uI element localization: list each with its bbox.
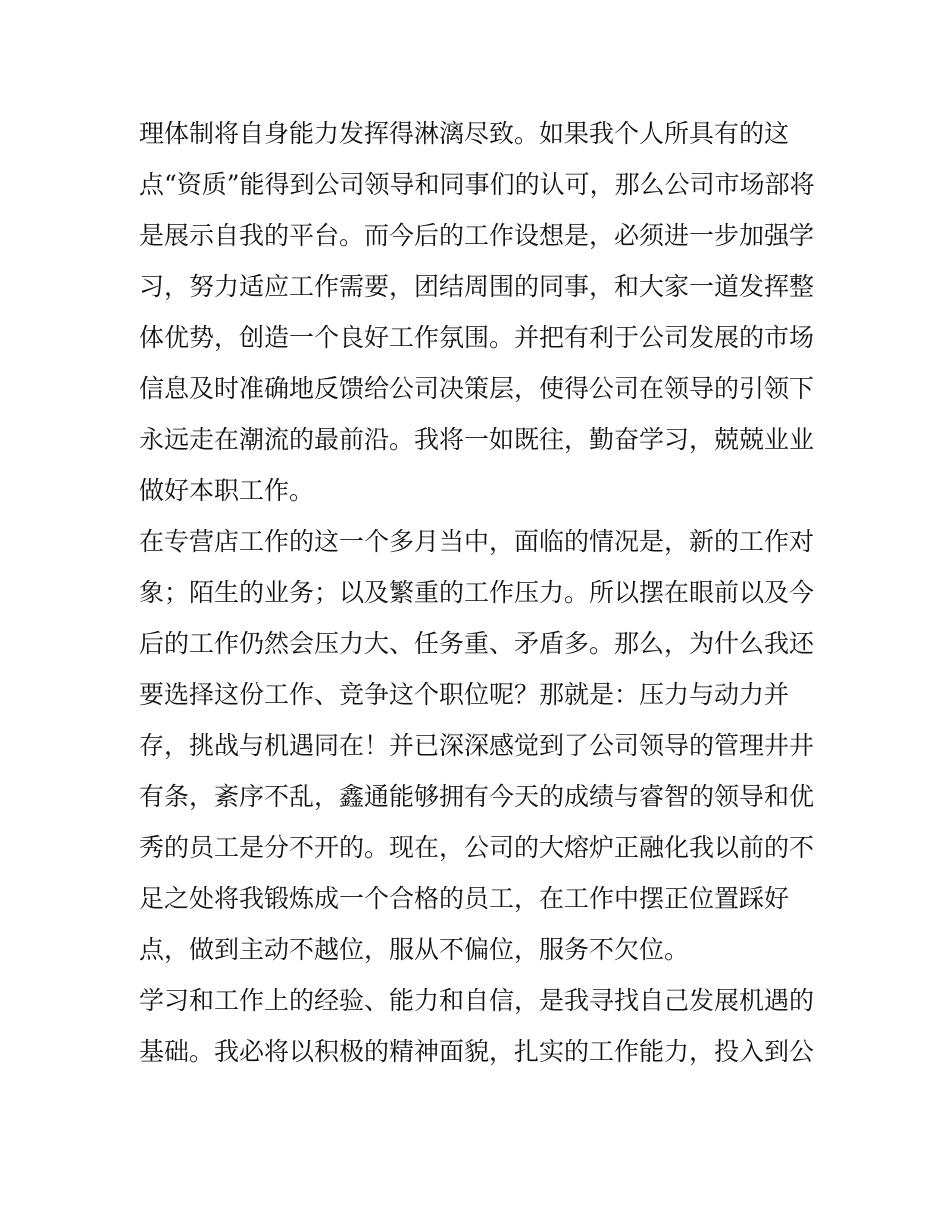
text-line: 学习和工作上的经验、能力和自信，是我寻找自己发展机遇的 <box>139 986 815 1015</box>
text-line: 秀的员工是分不开的。现在，公司的大熔炉正融化我以前的不 <box>139 833 815 862</box>
text-line: 信息及时准确地反馈给公司决策层，使得公司在领导的引领下 <box>139 374 815 403</box>
text-line: 是展示自我的平台。而今后的工作设想是，必须进一步加强学 <box>139 221 815 250</box>
text-line: 做好本职工作。 <box>139 476 315 505</box>
text-line: 永远走在潮流的最前沿。我将一如既往，勤奋学习，兢兢业业 <box>139 425 815 454</box>
text-line: 足之处将我锻炼成一个合格的员工，在工作中摆正位置踩好 <box>139 884 790 913</box>
document-body <box>139 108 819 1077</box>
text-line: 基础。我必将以积极的精神面貌，扎实的工作能力，投入到公 <box>139 1037 815 1066</box>
text-line: 习，努力适应工作需要，团结周围的同事，和大家一道发挥整 <box>139 272 815 301</box>
text-line: 象；陌生的业务；以及繁重的工作压力。所以摆在眼前以及今 <box>139 578 815 607</box>
text-line: 存，挑战与机遇同在！并已深深感觉到了公司领导的管理井井 <box>139 731 815 760</box>
text-line: 有条，紊序不乱，鑫通能够拥有今天的成绩与睿智的领导和优 <box>139 782 815 811</box>
text-line: 体优势，创造一个良好工作氛围。并把有利于公司发展的市场 <box>139 323 815 352</box>
text-line: 点“资质”能得到公司领导和同事们的认可，那么公司市场部将 <box>139 170 815 199</box>
text-line: 点，做到主动不越位，服从不偏位，服务不欠位。 <box>139 935 690 964</box>
text-line: 在专营店工作的这一个多月当中，面临的情况是，新的工作对 <box>139 527 815 556</box>
text-line: 理体制将自身能力发挥得淋漓尽致。如果我个人所具有的这 <box>139 119 790 148</box>
text-line: 要选择这份工作、竞争这个职位呢？那就是：压力与动力并 <box>139 680 790 709</box>
text-line: 后的工作仍然会压力大、任务重、矛盾多。那么，为什么我还 <box>139 629 815 658</box>
